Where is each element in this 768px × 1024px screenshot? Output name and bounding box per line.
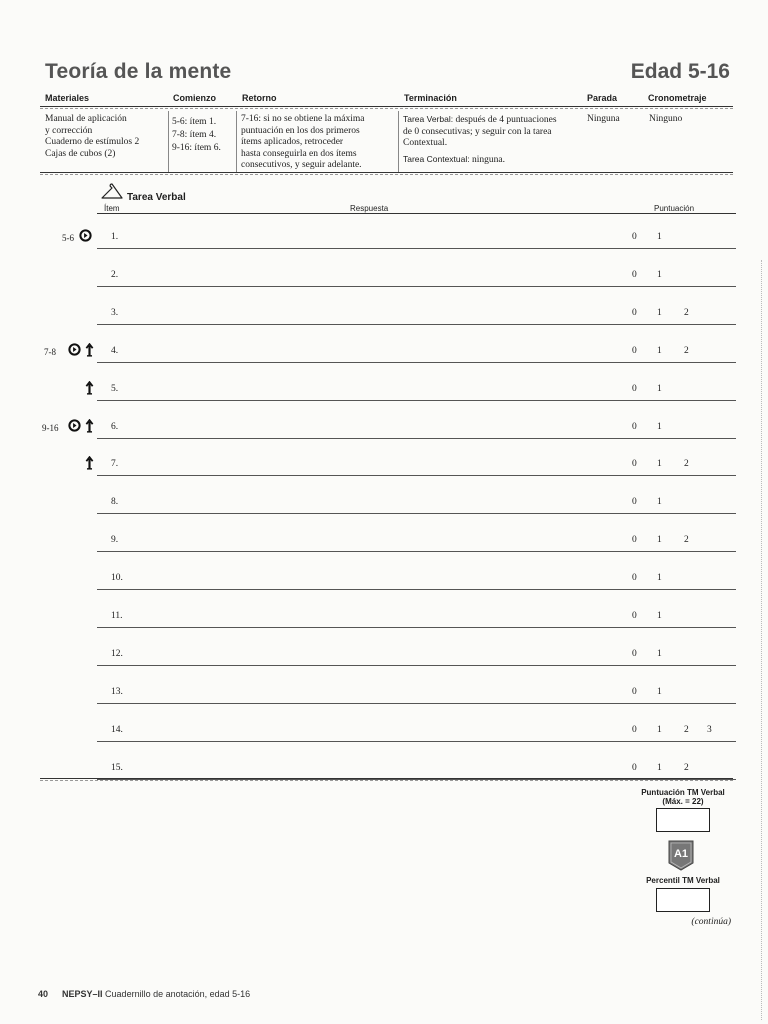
materiales-line: Manual de aplicación	[45, 114, 127, 124]
item-number: 14.	[111, 724, 123, 735]
section-end-rule	[40, 778, 733, 781]
continues-note: (continúa)	[691, 917, 731, 927]
item-row	[0, 419, 768, 457]
item-row	[0, 381, 768, 419]
score-option[interactable]: 0	[632, 573, 637, 584]
header-parada: Parada	[587, 93, 618, 103]
materiales-line: Cajas de cubos (2)	[45, 148, 116, 159]
item-row	[0, 267, 768, 305]
score-option[interactable]: 1	[657, 762, 662, 773]
terminacion-cell	[403, 114, 557, 166]
col-item-header: Ítem	[104, 204, 120, 213]
score-label-line: (Máx. = 22)	[662, 797, 704, 806]
retorno-line: 7-16: si no se obtiene la máxima	[241, 114, 365, 124]
item-row	[0, 456, 768, 494]
percentile-box[interactable]	[656, 888, 710, 912]
item-number: 5.	[111, 383, 119, 394]
reverse-rule-icon	[85, 456, 94, 470]
response-line[interactable]	[97, 286, 736, 287]
score-label-line: Puntuación TM Verbal	[641, 788, 725, 797]
header-cronometraje: Cronometraje	[648, 93, 707, 103]
score-label	[628, 788, 738, 806]
response-line[interactable]	[97, 438, 736, 439]
comienzo-cell	[172, 116, 221, 155]
response-line[interactable]	[97, 475, 736, 476]
score-option[interactable]: 0	[632, 611, 637, 621]
item-row	[0, 608, 768, 646]
item-row	[0, 646, 768, 684]
header-materiales: Materiales	[45, 93, 90, 103]
score-option[interactable]: 2	[684, 762, 689, 773]
comienzo-line: 7-8: ítem 4.	[172, 130, 217, 140]
score-option[interactable]: 0	[632, 762, 637, 773]
section-label: Tarea Verbal	[127, 192, 186, 203]
page-footer	[38, 989, 250, 999]
item-number: 7.	[111, 459, 119, 470]
start-age-label: 9-16	[42, 422, 59, 433]
materiales-line: Cuaderno de estímulos 2	[45, 137, 140, 147]
header-terminacion: Terminación	[404, 93, 457, 103]
item-number: 12.	[111, 648, 123, 659]
score-option[interactable]: 0	[632, 269, 637, 280]
score-option[interactable]: 1	[657, 686, 662, 697]
header-retorno: Retorno	[242, 93, 277, 103]
score-option[interactable]: 2	[684, 345, 689, 356]
table-divider	[40, 172, 733, 175]
terminacion-line: Contextual.	[403, 138, 448, 148]
column-divider	[398, 111, 399, 172]
score-option[interactable]: 0	[632, 383, 637, 394]
score-option[interactable]: 1	[657, 307, 662, 318]
header-divider	[40, 106, 733, 109]
reverse-rule-icon	[85, 381, 94, 395]
terminacion-verbal	[403, 114, 557, 127]
score-option[interactable]: 0	[632, 459, 637, 470]
response-line[interactable]	[97, 627, 736, 628]
parada-cell: Ninguna	[587, 114, 620, 124]
page-title: Teoría de la mente	[45, 60, 232, 83]
materiales-line: y corrección	[45, 125, 93, 136]
score-option[interactable]: 0	[632, 307, 637, 318]
col-puntuacion-header: Puntuación	[654, 204, 695, 213]
comienzo-line: 5-6: ítem 1.	[172, 117, 217, 127]
score-option[interactable]: 0	[632, 724, 637, 735]
score-box[interactable]	[656, 808, 710, 832]
comienzo-line: 9-16: ítem 6.	[172, 143, 221, 153]
a1-badge-text: A1	[673, 848, 689, 860]
item-number: 2.	[111, 269, 119, 280]
response-line[interactable]	[97, 589, 736, 590]
retorno-line: ítems aplicados, retroceder	[241, 137, 344, 147]
response-line[interactable]	[97, 400, 736, 401]
retorno-line: consecutivos, y seguir adelante.	[241, 160, 362, 170]
score-option[interactable]: 0	[632, 686, 637, 697]
response-line[interactable]	[97, 703, 736, 704]
item-row	[0, 343, 768, 381]
retorno-line: puntuación en los dos primeros	[241, 125, 360, 136]
score-option[interactable]: 0	[632, 421, 637, 432]
score-option[interactable]: 2	[684, 307, 689, 318]
column-header-rule	[97, 213, 736, 214]
terminacion-verbal-label: Tarea Verbal:	[403, 114, 454, 124]
footer-brand: NEPSY–II	[62, 989, 103, 999]
column-divider	[236, 111, 237, 172]
start-age-label: 5-6	[62, 233, 74, 243]
score-option[interactable]: 2	[684, 724, 689, 735]
response-line[interactable]	[97, 741, 736, 742]
terminacion-contextual-text: ninguna.	[469, 154, 505, 165]
a1-badge-icon	[666, 839, 696, 871]
page-number: 40	[38, 989, 49, 999]
score-option[interactable]: 1	[657, 232, 662, 242]
score-option[interactable]: 0	[632, 497, 637, 508]
header-comienzo: Comienzo	[173, 93, 217, 103]
item-number: 6.	[111, 421, 119, 432]
percentile-label: Percentil TM Verbal	[646, 876, 720, 885]
response-line[interactable]	[97, 324, 736, 325]
item-number: 9.	[111, 535, 119, 546]
score-option[interactable]: 1	[657, 611, 662, 621]
item-row	[0, 532, 768, 570]
score-option[interactable]: 1	[657, 535, 662, 546]
score-option[interactable]: 1	[657, 459, 662, 470]
start-point-icon	[68, 419, 81, 432]
score-option[interactable]: 0	[632, 648, 637, 659]
item-number: 8.	[111, 497, 119, 508]
score-option[interactable]: 0	[632, 535, 637, 546]
response-line[interactable]	[97, 362, 736, 363]
footer-text: Cuadernillo de anotación, edad 5-16	[102, 989, 251, 999]
score-option[interactable]: 1	[657, 648, 662, 659]
col-respuesta-header: Respuesta	[350, 204, 389, 213]
terminacion-verbal-text: después de 4 puntuaciones	[453, 115, 557, 125]
materiales-cell	[45, 114, 139, 160]
item-number: 10.	[111, 573, 123, 584]
cronometraje-cell: Ninguno	[649, 114, 683, 124]
score-option[interactable]: 0	[632, 345, 637, 356]
retorno-line: hasta conseguirla en dos ítems	[241, 148, 357, 159]
terminacion-contextual	[403, 154, 557, 167]
response-line[interactable]	[97, 665, 736, 666]
score-option[interactable]: 1	[657, 573, 662, 584]
response-line[interactable]	[97, 551, 736, 552]
item-number: 15.	[111, 762, 123, 773]
score-option[interactable]: 1	[657, 345, 662, 356]
retorno-cell	[241, 114, 364, 172]
item-number: 1.	[111, 232, 119, 242]
score-option[interactable]: 3	[707, 724, 712, 735]
score-option[interactable]: 1	[657, 724, 662, 735]
hanger-icon	[101, 183, 123, 201]
item-row	[0, 570, 768, 608]
item-number: 3.	[111, 307, 119, 318]
column-divider	[168, 111, 169, 172]
item-row	[0, 684, 768, 722]
score-option[interactable]: 1	[657, 421, 662, 432]
start-point-icon	[79, 229, 92, 242]
item-number: 11.	[111, 611, 123, 621]
item-row	[0, 494, 768, 532]
score-option[interactable]: 1	[657, 269, 662, 280]
response-line[interactable]	[97, 248, 736, 249]
page-edge	[761, 260, 768, 1020]
reverse-rule-icon	[85, 419, 94, 433]
item-number: 4.	[111, 345, 119, 356]
item-number: 13.	[111, 686, 123, 697]
terminacion-contextual-label: Tarea Contextual:	[403, 153, 470, 164]
score-option[interactable]: 1	[657, 383, 662, 394]
reverse-rule-icon	[85, 343, 94, 357]
age-range: Edad 5-16	[630, 60, 730, 83]
item-row	[0, 722, 768, 760]
response-line[interactable]	[97, 513, 736, 514]
score-option[interactable]: 2	[684, 535, 689, 546]
score-option[interactable]: 2	[684, 459, 689, 470]
score-option[interactable]: 0	[632, 232, 637, 242]
terminacion-line: de 0 consecutivas; y seguir con la tarea	[403, 126, 552, 137]
item-row	[0, 229, 768, 267]
start-age-label: 7-8	[44, 346, 56, 357]
item-row	[0, 305, 768, 343]
start-point-icon	[68, 343, 81, 356]
score-option[interactable]: 1	[657, 497, 662, 508]
